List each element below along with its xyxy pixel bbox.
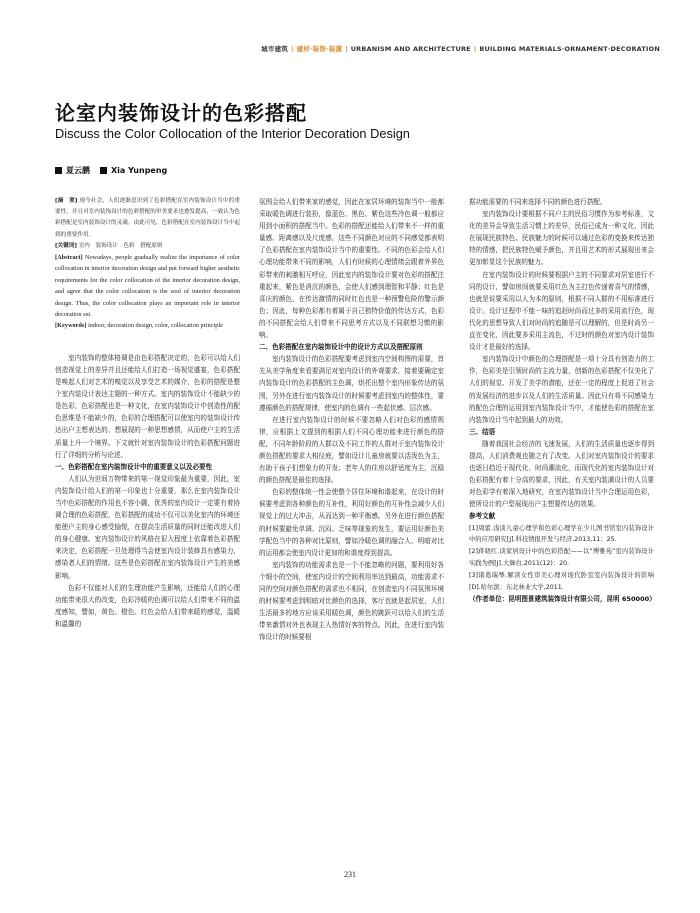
abstract-en [55,252,240,320]
text-column-1 [55,196,240,630]
header-journal-name: 城市建筑 [261,45,288,53]
header-separator: | [290,45,294,53]
body-paragraph: 色彩不仅能对人们的生理功能产生影响，还能给人们的心理功能带来很大的改变，色彩冷暖的色调可以给人们带来不同的温度感知，譬如，黄色、橙色、红色会给人们带来暖的感觉，温暖和温馨的 [55,583,240,628]
abstract-en-label: [Abstract] [55,254,83,262]
body-paragraph: 在室内装饰设计的时候要根据户主的不同要求对居室进行不同的设计，譬如房间就要采用红色为主打色传递着喜气的情感，也就是说要采用以人为本的原则，根据不同人群的不用标准进行设计。设计过程中不能一味的追赶时尚而过多的采用流行色，现代化的思想导致人们对时尚的追随是可以理解的，但是时尚另一直在变化，因此要多采用主流色，不过时的颜色对室内设计装饰设计才是最好的选择。 [469,270,654,352]
text-column-2 [259,196,444,643]
body-paragraph: 人们认为世间万物带来的第一视觉印象最为重要，因此，室内装饰设计给人们的第一印象也十分重要，那么在室内装饰设计当中色彩搭配的作用也不容小觑，优秀的室内设计一定要有着协调合理的色彩搭配，色彩搭配的成功不仅可以美化室内的环境还能使户主的身心感受愉悦，在提高生活质量的同时还能改进人们的身心健康。室内装饰设计的风格在很大程度上依靠着色彩搭配来决定，色彩搭配一旦处理得当会使室内设计装修具有感染力，感染者人们的情绪。这些是色彩搭配在室内装饰设计产生的美感影响。 [55,474,240,580]
article-title-en: Discuss the Color Collocation of the Interior Decoration Design [55,126,410,141]
section-heading-2: 二、色彩搭配在室内装饰设计中的设计方式以及搭配原则 [259,343,423,352]
running-header [261,44,660,53]
abstract-cn [55,196,240,241]
body-paragraph: 室内装饰设计的色彩搭配要考虑到室内空间构图的需要，首先从美学角度来看要满足对室内设计的外观要求，接着要确定室内装饰设计的色彩搭配的主色调，烘托出整个室内形象传达的氛围，另外在进行室内装饰设计的时候要考虑到室内的整体性，要遵循颜色的搭配规律，使室内的色调有一些起伏感、层次感。 [259,355,444,412]
body-paragraph: 室内装饰设计中颜色的合理搭配是一项十分具有创造力的工作，色彩美是引领时尚的主流力量，创新的色彩搭配不仅美化了人们的视觉、开发了美学的潜能，还在一定的程度上促进了社会的发展经济的进步以及人们的生活质量。因此只有将不同感染力的配色合理的运用到室内装饰设计当中，才能使色彩的搭配在室内装饰设计当中起到最大的功效。 [469,355,654,424]
body-paragraph: 色彩的整体统一性会使整个居住环境和谐起来，在设计的时候要考虑到各种颜色的互补性，利用好颜色的互补性会减少人们视觉上的过大冲击，从而达到一种平衡感。另外在进行颜色搭配的时候要避免单调、沉闷、乏味等现象的发生，要运用好颜色美学配色当中的各种对比原则，譬如冷暖色调的融合人、明暗对比的运用都会使室内设计更加的和谐度得到提高。 [259,488,444,557]
header-separator: | [345,45,348,53]
header-separator: | [473,45,477,53]
keywords-cn [55,241,240,252]
reference-item: [3]诸葛瑞琴.解读女性审美心理对现代卧室室内装饰设计的影响[D].哈尔滨：东北林业大学,2011. [469,571,654,591]
keywords-en-text: indoor, decoration design, color, collocation principle [88,322,223,330]
author-line [55,165,167,176]
article-title-cn: 论室内装饰设计的色彩搭配 [55,101,307,125]
abstract-en-text: Nowadays, people gradually realize the importance of color collocation in interior decoration design and put forward higher aesthetic requirements for the color collocation of the interior decoration design, and agree that the color collocation is the soul of interior decoration design. Thus, the color collocation plays an important role in interior decoration set. [55,254,241,319]
reference-item: [1]周蕾.浅谈儿童心理学和色彩心理学在少儿图书馆室内装饰设计中的应用研究[J].科技情报开发与经济,2013,11：25. [469,524,654,544]
references-heading: 参考文献 [469,512,496,521]
body-paragraph: 在进行室内装饰设计的时候不要忽略人们对色彩的感情规律，应根据上文提到的根据人们不同心理功能来进行颜色的搭配，不同年龄阶段的人群以及不同工作的人群对于室内装饰设计颜色搭配的要求大相径庭，譬如设计儿童房就要以活泼色为主，有助于孩子们想象力的开发；老年人的住房以舒适度为主，沉稳的颜色搭配是最佳的选择。 [259,415,444,485]
body-paragraph: 室内装饰的功能需求也是一个不能忽略的问题，要利用好各个细小的空间，使室内设计的空间利用率达到最高，功能需求不同的空间对颜色搭配的需求也不相同，在创造室内不同氛围环境的时候要考虑到明暗对比颜色的选择，客厅也就是起居室，人们生活最多的地方应该采用暖色调，颜色的跳跃可以给人们的生活带来激情对外也表现主人热情好客的特点。因此，在进行室内装饰设计的时候要根 [259,560,444,642]
page-number: 231 [344,870,356,879]
keywords-en [55,320,240,331]
header-section-en: BUILDING MATERIALS·ORNAMENT·DECORATION [479,45,660,53]
header-journal-en: URBANISM AND ARCHITECTURE [350,45,471,53]
body-paragraph: 随着我国社会经济的飞速发展，人们的生活质量也逐步得到提高，人们消费观也随之有了改变。人们对室内装饰设计的要求也逐日趋近于现代化、时尚潮流化，而现代化的室内装饰设计对色彩搭配有着十分高的要求，因此，有关室内装潢设计的人员要对色彩学有着深入地研究，在室内装饰设计当中合理运用色彩，使所设计的户型展现出户主想要传达的效果。 [469,439,654,509]
keywords-en-label: [Keywords] [55,322,87,330]
reference-item: [2]蒋晓红.谈家居设计中的色彩搭配——以“博雅苑”室内装饰设计实践为例[J].大舞台,2011(12)：20. [469,548,654,567]
author-name-en: Xia Yunpeng [111,166,168,175]
body-paragraph: 据功能需要的不同来选择不同的颜色进行搭配。 [469,198,607,206]
section-heading-1: 一、色彩搭配在室内装饰设计中的重要意义以及必要性 [55,462,213,471]
keywords-cn-text: 室内 装饰设计 色彩 搭配原则 [78,242,163,249]
section-heading-3: 三、结语 [469,427,496,436]
body-paragraph: 室内装饰设计要根据不同户主的民俗习惯作为参考标准，文化的差异会导致生活习惯上的差异，民俗已成为一种文化，因此在展现民族特色、民族魅力的时候可以通过色彩的变换来传达独特的情感，把民族特色赋予颜色，并且用艺术的形式展现出来会更加彰显这个民族的魅力。 [469,210,654,267]
body-paragraph: 氛围会给人们带来家的感觉，因此在家居环境的装饰当中一般都采取暖色调进行装扮，像蓝色、黑色、紫色这些冷色调一般都应用到小面积的搭配当中。色彩的搭配还能给人们带来不一样的重量感、距离感以及尺度感，这些不同颜色对应的不同感觉都表明了色彩搭配在室内装饰设计当中的重要性。不同的色彩会给人们心理功能带来不同的影响，人们有时候的心理情绪会跟着外界色彩带来的刺激相互呼应，因此室内的装饰设计要对色彩的搭配注重起来，紫色是消沉的颜色，会使人们感到理智和平静；红色是喜庆的颜色，在传达激情的同时红色也是一种预警危险的警示颜色；因此，每种色彩都有着属于自己独特价值的传达方式，色彩的不同搭配会给人们带来不同思考方式以及不同联想习惯的影响。 [259,198,444,340]
keywords-cn-label: [关键词] [55,242,77,249]
text-column-3 [469,196,654,605]
author-affiliation: （作者单位：昆明图景建筑装饰设计有限公司，昆明 650000） [469,595,656,604]
square-bullet-icon [100,167,107,174]
header-section-cn: 建材·装饰·装潢 [296,45,343,53]
abstract-cn-label: [摘 要] [55,198,78,204]
author-name-cn: 夏云鹏 [66,166,90,175]
abstract-cn-text: 现今社会，人们逐渐意识到了色彩搭配在室内装饰设计当中的重要性，并且对室内装饰设计的色彩搭配的审美要求也愈发提高，一致认为色彩搭配是室内装饰设计的灵魂。由此可见，色彩搭配在室内装饰设计当中起到的重要作用。 [55,198,240,238]
square-bullet-icon [55,167,62,174]
body-paragraph: 室内装饰的整体格调是由色彩搭配决定的，色彩可以给人们创造视觉上的差异并且还能给人们打造一场视觉盛宴，色彩搭配是唤起人们对艺术的嗅觉以及享受艺术的媒介，色彩的搭配是整个室内装设计表达主题的一种方式。室内的装饰设计不能缺少的是色彩，色彩搭配也是一种文化，在室内装饰设计中创造性的配色思维是不能缺少的，色彩的合理搭配可以使室内的装饰设计传达出户主想表达的、想展现的一种思想感情，从而使户主的生活质量上升一个境界。下文就针对室内装饰设计的色彩搭配问题进行了详细的分析与论述。 [55,353,240,459]
